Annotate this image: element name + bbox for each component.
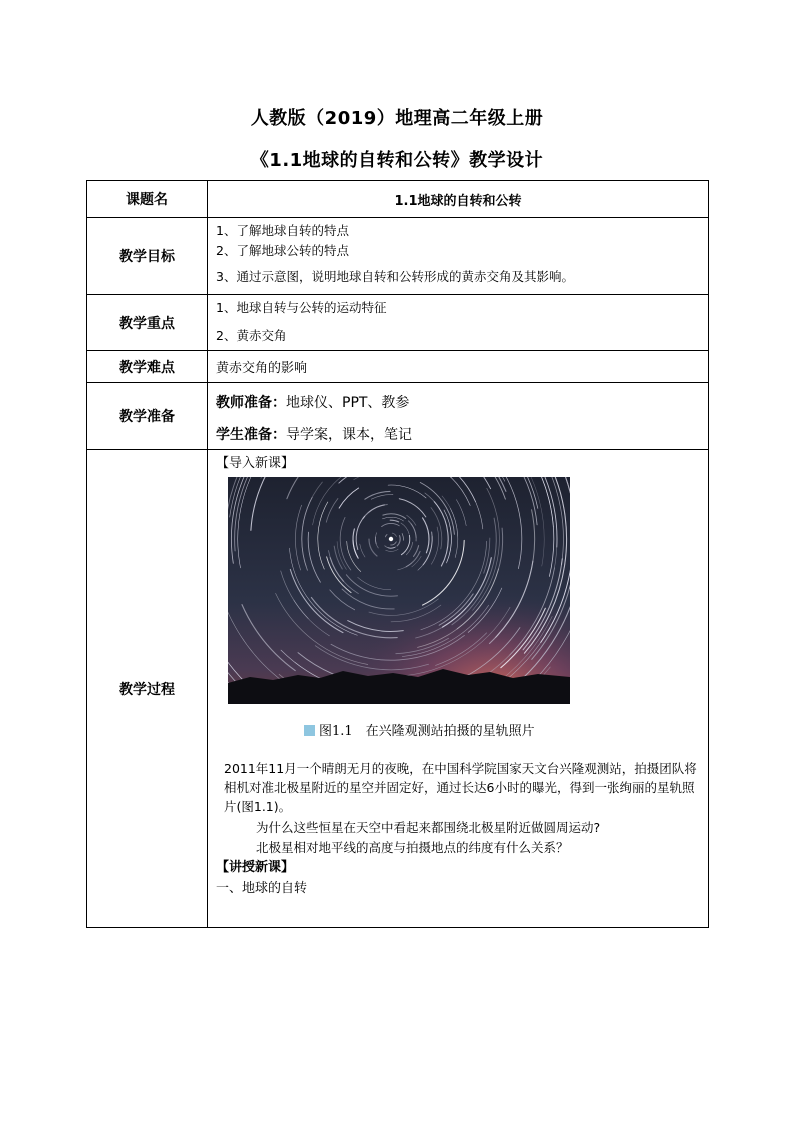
section-heading: 一、地球的自转	[216, 881, 308, 896]
difficulty-label: 教学难点	[87, 351, 208, 383]
focus-item: 1、地球自转与公转的运动特征	[216, 300, 387, 315]
student-prep-label: 学生准备：	[216, 427, 286, 443]
goal-item: 1、了解地球自转的特点	[216, 223, 349, 238]
teacher-prep	[216, 392, 708, 412]
caption-marker-icon	[304, 725, 315, 736]
intro-heading: 【导入新课】	[216, 456, 295, 471]
focus-item: 2、黄赤交角	[216, 328, 287, 343]
goals-cell	[208, 218, 709, 295]
prep-cell	[208, 383, 709, 450]
lesson-plan-table	[86, 180, 709, 928]
goals-label: 教学目标	[87, 218, 208, 295]
topic-value: 1.1地球的自转和公转	[208, 181, 709, 218]
question-2: 北极星相对地平线的高度与拍摄地点的纬度有什么关系？	[256, 840, 569, 855]
student-prep-value: 导学案，课本，笔记	[286, 427, 412, 443]
document-subtitle: 《1.1地球的自转和公转》教学设计	[250, 150, 544, 171]
goal-item: 2、了解地球公转的特点	[216, 243, 349, 258]
lecture-heading: 【讲授新课】	[216, 860, 295, 875]
figure-caption: 图1.1 在兴隆观测站拍摄的星轨照片	[304, 720, 708, 739]
intro-paragraph: 2011年11月一个晴朗无月的夜晚，在中国科学院国家天文台兴隆观测站，拍摄团队将相机对准北极星附近的星空并固定好，通过长达6小时的曝光，得到一张绚丽的星轨照片(图1.1)。	[224, 761, 697, 814]
polaris-star	[389, 537, 393, 541]
process-cell	[208, 450, 709, 928]
document-title: 人教版（2019）地理高二年级上册	[250, 108, 544, 129]
focus-cell	[208, 295, 709, 351]
question-1: 为什么这些恒星在天空中看起来都围绕北极星附近做圆周运动?	[256, 820, 601, 835]
goal-item: 3、通过示意图，说明地球自转和公转形成的黄赤交角及其影响。	[216, 269, 574, 284]
topic-label: 课题名	[87, 181, 208, 218]
teacher-prep-value: 地球仪、PPT、教参	[286, 395, 410, 411]
prep-label: 教学准备	[87, 383, 208, 450]
star-trails-photo	[228, 477, 570, 704]
process-label: 教学过程	[87, 450, 208, 928]
difficulty-value: 黄赤交角的影响	[208, 351, 709, 383]
focus-label: 教学重点	[87, 295, 208, 351]
student-prep	[216, 424, 708, 444]
teacher-prep-label: 教师准备：	[216, 395, 286, 411]
